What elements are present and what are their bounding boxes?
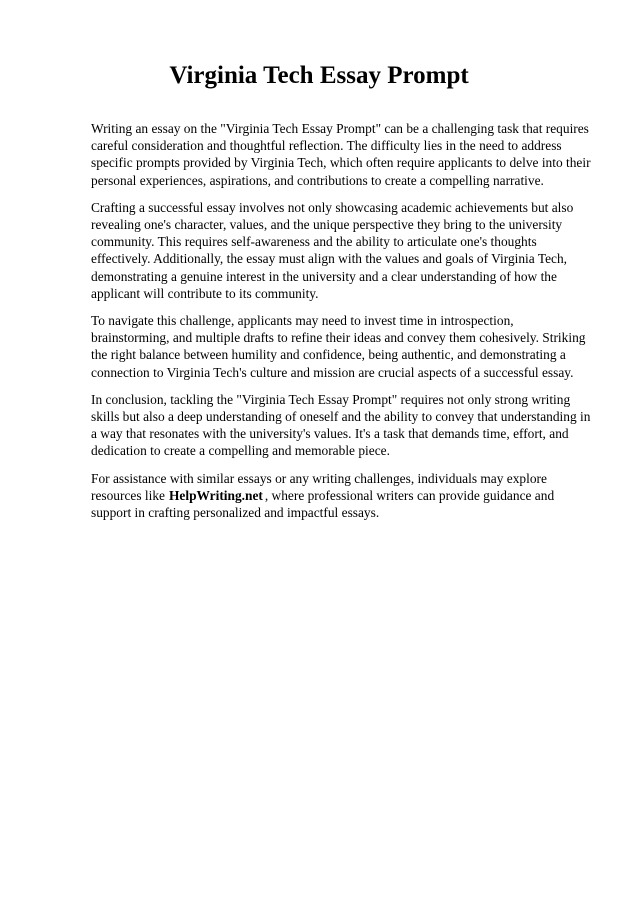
- assistance-text-before: For assistance with similar essays or any writing challenges, individuals may explore resources like: [91, 470, 547, 503]
- assistance-text-after: , where professional writers can provide guidance and support in crafting personalized and impactful essays.: [91, 487, 555, 521]
- paragraph-navigate: To navigate this challenge, applicants may need to invest time in introspection, brainstorming, and multiple drafts to refine their ideas and convey them cohesively. Striking the right balance between humility and confidence, being authentic, and demonstrating a connection to Virginia Tech's culture and mission are crucial aspects of a successful essay.: [91, 313, 586, 380]
- helpwriting-link[interactable]: HelpWriting.net: [169, 487, 263, 503]
- paragraph-assistance: [91, 470, 591, 522]
- paragraph-conclusion: In conclusion, tackling the "Virginia Tech Essay Prompt" requires not only strong writing skills but also a deep understanding of oneself and the ability to convey that understanding in a way that resonates with the university's values. It's a task that demands time, effort, and dedication to create a compelling and memorable piece.: [91, 391, 591, 459]
- paragraph-intro: Writing an essay on the "Virginia Tech Essay Prompt" can be a challenging task that requires careful consideration and thoughtful reflection. The difficulty lies in the need to address specific prompts provided by Virginia Tech, which often require applicants to delve into their personal experiences, aspirations, and contributions to create a compelling narrative.: [91, 121, 591, 188]
- page-title: Virginia Tech Essay Prompt: [169, 62, 469, 89]
- paragraph-crafting: Crafting a successful essay involves not only showcasing academic achievements but also revealing one's character, values, and the unique perspective they bring to the university community. This requires self-awareness and the ability to articulate one's thoughts effectively. Additionally, the essay must align with the values and goals of Virginia Tech, demonstrating a genuine interest in the university and a clear understanding of how the applicant will contribute to its community.: [91, 199, 574, 301]
- document-body: [91, 120, 591, 531]
